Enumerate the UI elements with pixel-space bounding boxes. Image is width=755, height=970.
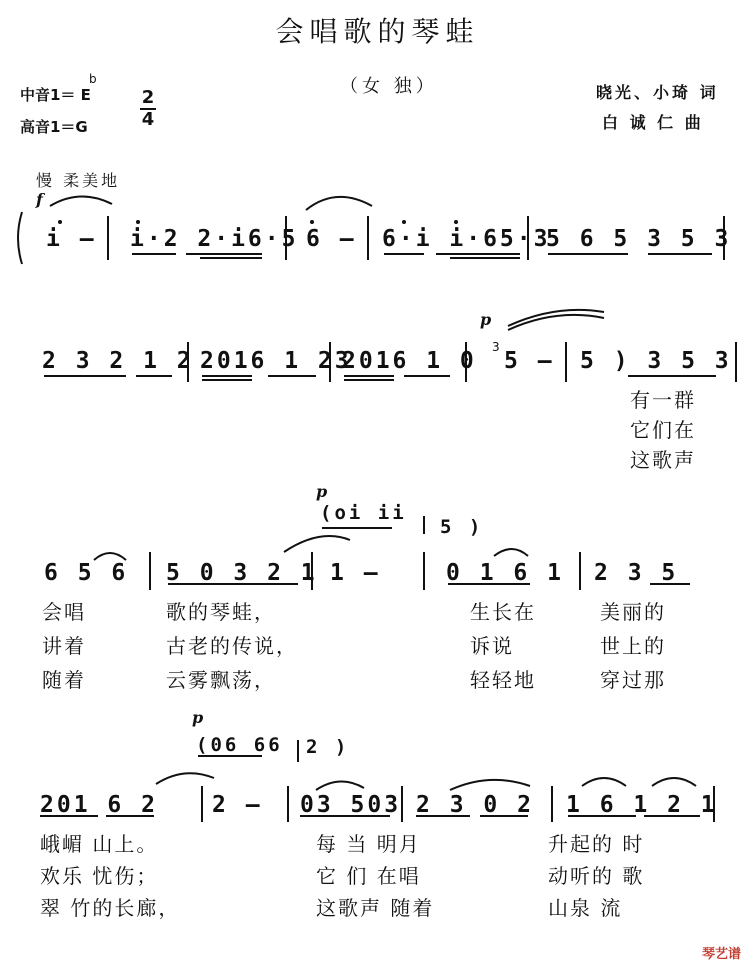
measure: 5 0 3 2 1 (166, 560, 318, 586)
measure: 2016 1 0 (342, 348, 477, 374)
cue-notes: (06 66 (196, 734, 283, 756)
lyricist-credit: 晓光、小琦 词 (596, 83, 719, 102)
measure: 2016 1 23 (200, 348, 352, 374)
lyric: 讲着 (42, 634, 86, 658)
grace-note: 3 (492, 340, 500, 354)
lyric-line: 它们在 (630, 418, 696, 442)
lyric: 生长在 (470, 600, 536, 624)
lyric: 它 们 在唱 (316, 864, 421, 888)
lyric: 每 当 明月 (316, 832, 421, 856)
lyric: 欢乐 忧伤； (40, 864, 159, 888)
lyric: 动听的 歌 (548, 864, 645, 888)
cue-notes: (oi ii (320, 502, 407, 524)
measure: 5 6 5 3 5 3 (546, 226, 732, 252)
measure: 6 – (306, 226, 357, 252)
measure: 1 6 1 2 1 (566, 792, 718, 818)
measure: i·2 2·i6·5 (130, 226, 299, 252)
lyric: 轻轻地 (470, 668, 536, 692)
cue-notes: 5 ) (440, 516, 484, 538)
performance-note: （女 独） (340, 76, 438, 97)
measure: 2 – (212, 792, 263, 818)
measure: 6·i i·65·3 (382, 226, 551, 252)
measure: 201 6 2 (40, 792, 158, 818)
key-signature-alto: 中音1＝ E (20, 86, 91, 104)
dynamic-marking: f (36, 190, 43, 209)
key-signature-soprano: 高音1＝G (20, 118, 88, 136)
cue-notes: 2 ) (306, 736, 350, 758)
measure: 2 3 0 2 (416, 792, 534, 818)
lyric-line: 这歌声 (630, 448, 696, 472)
lyric: 山泉 流 (548, 896, 623, 920)
lyric: 随着 (42, 668, 86, 692)
measure: 2 3 2 1 2 (42, 348, 194, 374)
lyric: 古老的传说， (166, 634, 298, 658)
time-signature-bottom: 4 (141, 109, 155, 130)
lyric: 升起的 时 (548, 832, 645, 856)
measure: 5 – (504, 348, 555, 374)
dynamic-marking: p (480, 310, 492, 329)
lyric: 翠 竹的长廊， (40, 896, 181, 920)
lyric: 世上的 (600, 634, 666, 658)
lyric: 这歌声 随着 (316, 896, 435, 920)
lyric: 穿过那 (600, 668, 666, 692)
measure: 5 ) 3 5 3 (580, 348, 732, 374)
measure: 1 – (330, 560, 381, 586)
watermark-logo: 琴艺谱 (701, 947, 741, 962)
lyric: 会唱 (42, 600, 86, 624)
lyric: 云雾飘荡， (166, 668, 276, 692)
lyric: 美丽的 (600, 600, 666, 624)
composer-credit: 白 诚 仁 曲 (602, 113, 704, 132)
dynamic-marking: p (192, 708, 204, 727)
measure: 0 1 6 1 (446, 560, 564, 586)
song-title: 会唱歌的琴蛙 (275, 15, 480, 48)
measure: 6 5 6 (44, 560, 129, 586)
dynamic-marking: p (316, 482, 328, 501)
flat-sign: b (89, 72, 97, 86)
tempo-marking: 慢 柔美地 (36, 171, 121, 190)
lyric-line: 有一群 (630, 388, 696, 412)
time-signature-top: 2 (141, 87, 155, 108)
lyric: 歌的琴蛙， (166, 600, 276, 624)
lyric: 峨嵋 山上。 (40, 832, 159, 856)
measure: 03 503 (300, 792, 402, 818)
lyric: 诉说 (470, 634, 514, 658)
measure: i – (46, 226, 97, 252)
measure: 2 3 5 (594, 560, 679, 586)
